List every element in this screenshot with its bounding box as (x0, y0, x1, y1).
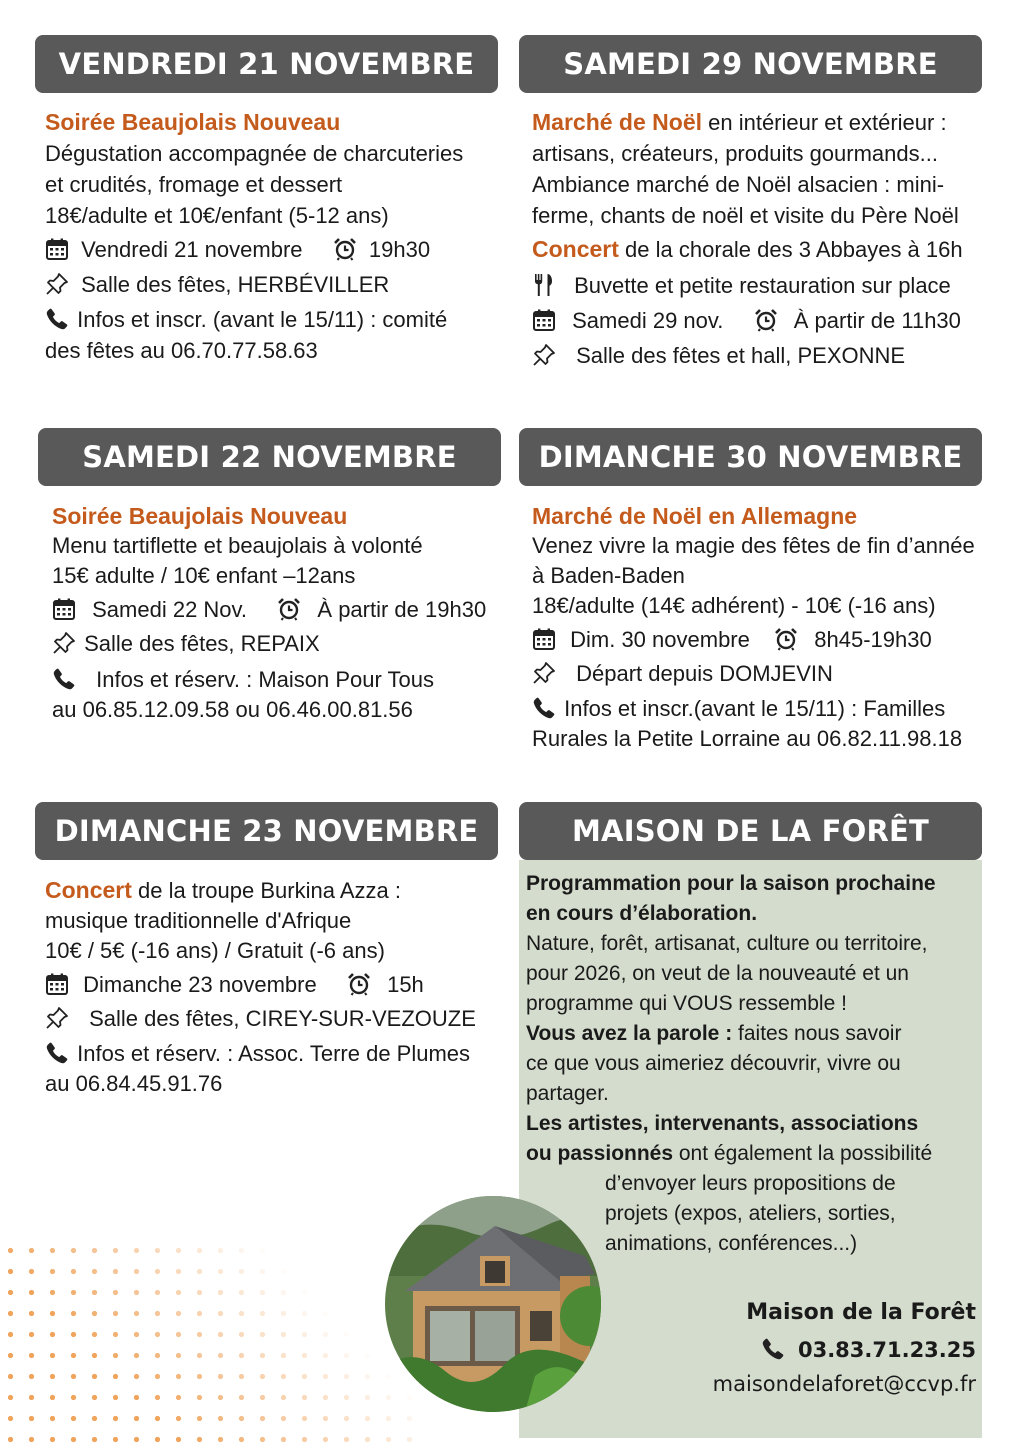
header-text: SAMEDI 22 NOVEMBRE (82, 440, 457, 474)
phone-icon (761, 1337, 785, 1361)
event-date: Vendredi 21 novembre (81, 237, 303, 262)
event-title: Soirée Beaujolais Nouveau (45, 109, 341, 135)
event-desc-line: 10€ / 5€ (-16 ans) / Gratuit (-6 ans) (45, 938, 385, 963)
header-dimanche-23 (35, 802, 498, 860)
event-title-rest: en intérieur et extérieur : (708, 110, 947, 135)
alarm-clock-icon (347, 972, 371, 996)
maison-lead: Programmation pour la saison prochaine (526, 872, 936, 895)
maison-para: animations, conférences...) (605, 1232, 858, 1255)
pushpin-icon (532, 343, 556, 367)
event-time: À partir de 11h30 (793, 308, 961, 333)
event-desc-line: Menu tartiflette et beaujolais à volonté (52, 533, 423, 558)
maison-para2-bold: Vous avez la parole : (526, 1022, 733, 1045)
header-text: SAMEDI 29 NOVEMBRE (563, 47, 938, 81)
event-desc-line: ferme, chants de noël et visite du Père Noël (532, 203, 959, 228)
event-place: Salle des fêtes, REPAIX (84, 631, 320, 656)
event-title: Marché de Noël en Allemagne (532, 503, 858, 529)
event-contact: des fêtes au 06.70.77.58.63 (45, 338, 318, 363)
event-contact: Infos et réserv. : Maison Pour Tous (96, 667, 435, 692)
maison-para: d’envoyer leurs propositions de (605, 1172, 896, 1195)
header-text: MAISON DE LA FORÊT (572, 814, 929, 848)
event-time: À partir de 19h30 (317, 597, 487, 622)
maison-para2-rest: faites nous savoir (738, 1022, 902, 1045)
decorative-dot-pattern (0, 1240, 420, 1452)
calendar-icon (45, 972, 69, 996)
maison-text (526, 869, 936, 1259)
pushpin-icon (52, 631, 76, 655)
event-samedi-29 (532, 107, 963, 371)
maison-para3-bold: ou passionnés (526, 1142, 674, 1165)
maison-para: programme qui VOUS ressemble ! (526, 992, 847, 1015)
event-title: Concert (45, 877, 132, 903)
maison-phone-number[interactable]: 03.83.71.23.25 (797, 1338, 976, 1362)
phone-icon (45, 307, 69, 331)
calendar-icon (52, 597, 76, 621)
event-time: 8h45-19h30 (814, 627, 932, 652)
header-text: DIMANCHE 30 NOVEMBRE (538, 440, 963, 474)
concert-rest: de la chorale des 3 Abbayes à 16h (625, 237, 963, 262)
header-samedi-22 (38, 428, 501, 486)
event-contact: Infos et réserv. : Assoc. Terre de Plumes (77, 1041, 471, 1066)
event-dimanche-30 (532, 501, 975, 754)
phone-icon (532, 696, 556, 720)
event-desc-line: Dégustation accompagnée de charcuteries (45, 141, 464, 166)
event-title: Soirée Beaujolais Nouveau (52, 503, 348, 529)
pushpin-icon (532, 661, 556, 685)
maison-para: projets (expos, ateliers, sorties, (605, 1202, 896, 1225)
pushpin-icon (45, 272, 69, 296)
event-date: Dimanche 23 novembre (83, 972, 317, 997)
event-dimanche-23 (45, 875, 476, 1099)
event-desc-line: 18€/adulte (14€ adhérent) - 10€ (-16 ans) (532, 593, 936, 618)
event-desc-line: artisans, créateurs, produits gourmands... (532, 141, 938, 166)
maison-phone (761, 1337, 976, 1362)
event-food: Buvette et petite restauration sur place (574, 273, 951, 298)
event-contact: au 06.85.12.09.58 ou 06.46.00.81.56 (52, 697, 413, 722)
event-time: 15h (387, 972, 424, 997)
alarm-clock-icon (754, 308, 778, 332)
header-text: VENDREDI 21 NOVEMBRE (58, 47, 475, 81)
pushpin-icon (45, 1006, 69, 1030)
event-desc-line: 15€ adulte / 10€ enfant –12ans (52, 563, 356, 588)
event-date: Samedi 22 Nov. (92, 597, 248, 622)
event-desc-line: 18€/adulte et 10€/enfant (5-12 ans) (45, 203, 389, 228)
event-desc-line: à Baden-Baden (532, 563, 685, 588)
calendar-icon (45, 237, 69, 261)
event-place: Départ depuis DOMJEVIN (576, 661, 833, 686)
event-place: Salle des fêtes et hall, PEXONNE (576, 343, 906, 368)
maison-org-name (746, 1300, 976, 1325)
maison-email (713, 1372, 976, 1396)
event-vendredi-21 (45, 107, 463, 366)
event-contact: Infos et inscr. (avant le 15/11) : comité (77, 307, 448, 332)
maison-para: pour 2026, on veut de la nouveauté et un (526, 962, 909, 985)
maison-para3-rest: ont également la possibilité (678, 1142, 933, 1165)
maison-para: ce que vous aimeriez découvrir, vivre ou (526, 1052, 901, 1075)
calendar-icon (532, 308, 556, 332)
event-title-rest: de la troupe Burkina Azza : (138, 878, 401, 903)
event-title: Marché de Noël (532, 109, 702, 135)
event-desc-line: Ambiance marché de Noël alsacien : mini- (532, 172, 945, 197)
event-contact: Rurales la Petite Lorraine au 06.82.11.98.18 (532, 726, 963, 751)
maison-email-address[interactable]: maisondelaforet@ccvp.fr (712, 1372, 976, 1396)
event-date: Dim. 30 novembre (570, 627, 750, 652)
header-maison-foret (519, 802, 982, 860)
header-text: DIMANCHE 23 NOVEMBRE (54, 814, 479, 848)
event-place: Salle des fêtes, HERBÉVILLER (81, 272, 390, 297)
maison-para: partager. (526, 1082, 609, 1105)
calendar-icon (532, 627, 556, 651)
alarm-clock-icon (333, 237, 357, 261)
maison-para3-bold: Les artistes, intervenants, associations (526, 1112, 919, 1135)
event-desc-line: Venez vivre la magie des fêtes de fin d’année (532, 533, 975, 558)
phone-icon (52, 667, 76, 691)
header-vendredi-21 (35, 35, 498, 93)
maison-photo (385, 1196, 601, 1412)
header-dimanche-30 (519, 428, 982, 486)
header-samedi-29 (519, 35, 982, 93)
event-place: Salle des fêtes, CIREY-SUR-VEZOUZE (89, 1006, 476, 1031)
event-time: 19h30 (368, 237, 431, 262)
maison-para: Nature, forêt, artisanat, culture ou territoire, (526, 932, 928, 955)
maison-lead: en cours d’élaboration. (526, 902, 758, 925)
alarm-clock-icon (774, 627, 798, 651)
fork-knife-icon (532, 273, 556, 297)
alarm-clock-icon (277, 597, 301, 621)
event-contact: au 06.84.45.91.76 (45, 1071, 223, 1096)
org-name: Maison de la Forêt (746, 1300, 976, 1325)
event-date: Samedi 29 nov. (572, 308, 724, 333)
event-contact: Infos et inscr.(avant le 15/11) : Familles (564, 696, 946, 721)
concert-title: Concert (532, 236, 619, 262)
event-desc-line: et crudités, fromage et dessert (45, 172, 343, 197)
event-samedi-22 (52, 501, 486, 725)
phone-icon (45, 1041, 69, 1065)
event-desc-line: musique traditionnelle d'Afrique (45, 908, 352, 933)
